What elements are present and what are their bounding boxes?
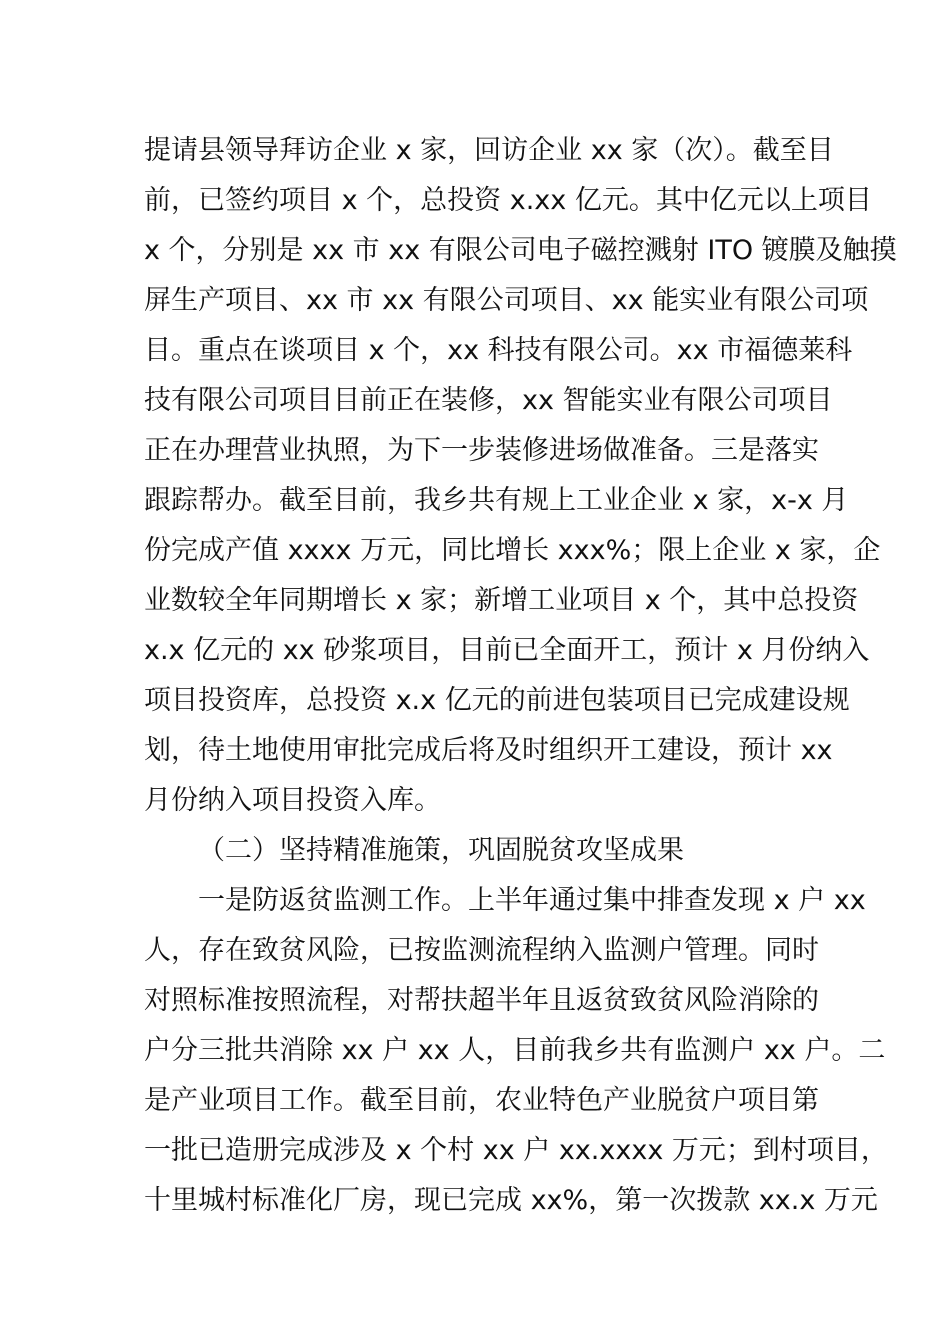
paragraph-line: 月份纳入项目投资入库。	[144, 785, 441, 816]
paragraph-line: 户分三批共消除 xx 户 xx 人，目前我乡共有监测户 xx 户。二	[144, 1035, 886, 1066]
document-body	[144, 126, 897, 1226]
paragraph-line: x 个，分别是 xx 市 xx 有限公司电子磁控溅射 ITO 镀膜及触摸	[144, 235, 897, 266]
section-heading: （二）坚持精准施策，巩固脱贫攻坚成果	[198, 835, 684, 866]
paragraph-line: 目。重点在谈项目 x 个，xx 科技有限公司。xx 市福德莱科	[144, 335, 853, 366]
paragraph-line: 是产业项目工作。截至目前，农业特色产业脱贫户项目第	[144, 1085, 819, 1116]
paragraph-line: 项目投资库，总投资 x.x 亿元的前进包装项目已完成建设规	[144, 685, 850, 716]
paragraph-line: 划，待土地使用审批完成后将及时组织开工建设，预计 xx	[144, 735, 833, 766]
paragraph-line: x.x 亿元的 xx 砂浆项目，目前已全面开工，预计 x 月份纳入	[144, 635, 870, 666]
paragraph-line: 屏生产项目、xx 市 xx 有限公司项目、xx 能实业有限公司项	[144, 285, 869, 316]
paragraph-line: 正在办理营业执照，为下一步装修进场做准备。三是落实	[144, 435, 819, 466]
paragraph-2	[144, 876, 888, 1226]
paragraph-line: 提请县领导拜访企业 x 家，回访企业 xx 家（次）。截至目	[144, 135, 834, 166]
paragraph-line: 技有限公司项目目前正在装修，xx 智能实业有限公司项目	[144, 385, 833, 416]
paragraph-line: 跟踪帮办。截至目前，我乡共有规上工业企业 x 家，x-x 月	[144, 485, 849, 516]
paragraph-line: 份完成产值 xxxx 万元，同比增长 xxx%；限上企业 x 家，企	[144, 535, 881, 566]
paragraph-line: 对照标准按照流程，对帮扶超半年且返贫致贫风险消除的	[144, 985, 819, 1016]
paragraph-1	[144, 126, 897, 826]
paragraph-line: 一批已造册完成涉及 x 个村 xx 户 xx.xxxx 万元；到村项目，	[144, 1135, 888, 1166]
paragraph-line: 一是防返贫监测工作。上半年通过集中排查发现 x 户 xx	[198, 885, 866, 916]
paragraph-line: 前，已签约项目 x 个，总投资 x.xx 亿元。其中亿元以上项目	[144, 185, 872, 216]
paragraph-line: 业数较全年同期增长 x 家；新增工业项目 x 个，其中总投资	[144, 585, 859, 616]
paragraph-line: 人，存在致贫风险，已按监测流程纳入监测户管理。同时	[144, 935, 819, 966]
paragraph-line: 十里城村标准化厂房，现已完成 xx%，第一次拨款 xx.x 万元	[144, 1185, 878, 1216]
